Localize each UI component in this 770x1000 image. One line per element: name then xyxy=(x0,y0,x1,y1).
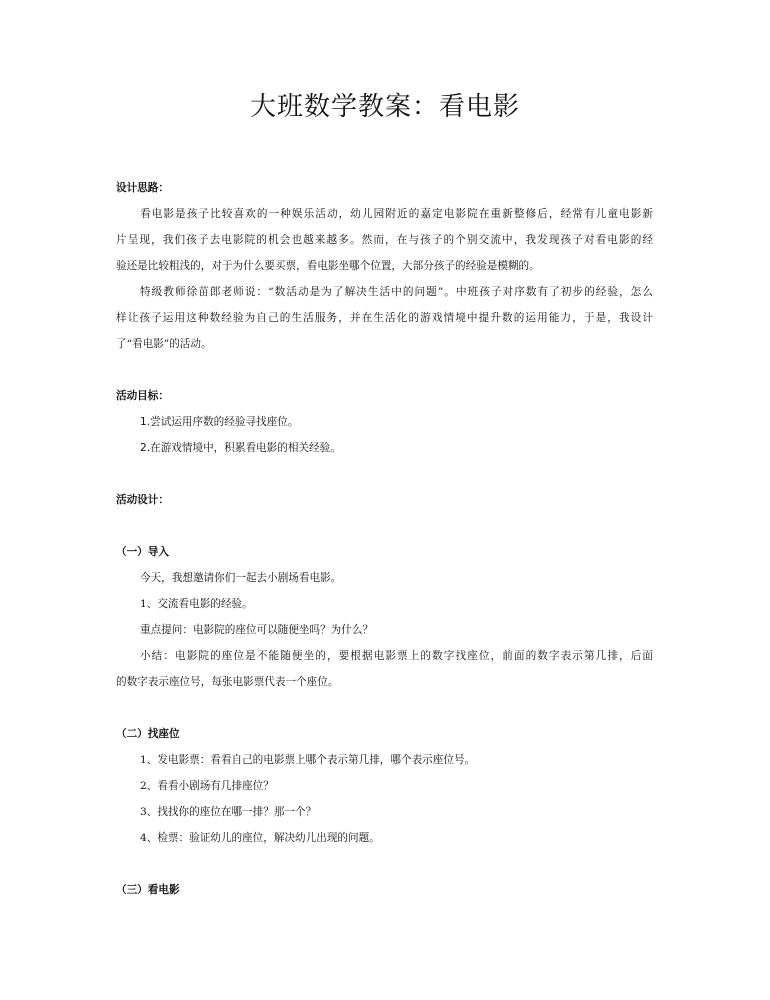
paragraph-line: 重点提问：电影院的座位可以随便坐吗？为什么？ xyxy=(140,624,374,636)
list-number: 2. xyxy=(140,442,151,454)
paragraph-line: 的数字表示座位号，每张电影票代表一个座位。 xyxy=(116,676,339,688)
heading-design-ideas: 设计思路： xyxy=(116,182,169,194)
page-title: 大班数学教案：看电影 xyxy=(249,92,520,122)
list-item xyxy=(140,441,341,455)
list-item: 4、检票：验证幼儿的座位，解决幼儿出现的问题。 xyxy=(140,832,380,844)
paragraph-line: 小结：电影院的座位是不能随便坐的，要根据电影票上的数字找座位，前面的数字表示第几排，后面 xyxy=(140,650,653,662)
paragraph-line: 了“看电影”的活动。 xyxy=(116,338,212,350)
paragraph-line: 今天，我想邀请你们一起去小剧场看电影。 xyxy=(140,572,342,584)
heading-part-3: （三）看电影 xyxy=(116,884,180,896)
heading-objectives: 活动目标： xyxy=(116,390,169,402)
list-item xyxy=(140,415,298,429)
paragraph-line: 验还是比较粗浅的，对于为什么要买票，看电影坐哪个位置，大部分孩子的经验是模糊的。 xyxy=(116,260,540,272)
list-item: 2、看看小剧场有几排座位？ xyxy=(140,780,274,792)
paragraph-line: 1、交流看电影的经验。 xyxy=(140,598,253,610)
paragraph-line: 片呈现，我们孩子去电影院的机会也越来越多。然而，在与孩子的个别交流中，我发现孩子对看电影的经 xyxy=(116,234,653,246)
list-text: 在游戏情境中，积累看电影的相关经验。 xyxy=(150,442,341,454)
paragraph-line: 样让孩子运用这种数经验为自己的生活服务，并在生活化的游戏情境中提升数的运用能力，于是，我设计 xyxy=(116,312,653,324)
list-text: 尝试运用序数的经验寻找座位。 xyxy=(150,416,299,428)
heading-part-1: （一）导入 xyxy=(116,546,169,558)
heading-part-2: （二）找座位 xyxy=(116,728,180,740)
list-item: 1、发电影票：看看自己的电影票上哪个表示第几排，哪个表示座位号。 xyxy=(140,754,476,766)
list-number: 1. xyxy=(140,416,151,428)
heading-activity-design: 活动设计： xyxy=(116,494,169,506)
list-item: 3、找找你的座位在哪一排？那一个？ xyxy=(140,806,317,818)
paragraph-line: 特级教师徐苗郎老师说：“数活动是为了解决生活中的问题”。中班孩子对序数有了初步的经验，怎么 xyxy=(140,286,653,298)
paragraph-line: 看电影是孩子比较喜欢的一种娱乐活动，幼儿园附近的嘉定电影院在重新整修后，经常有儿童电影新 xyxy=(140,208,653,220)
